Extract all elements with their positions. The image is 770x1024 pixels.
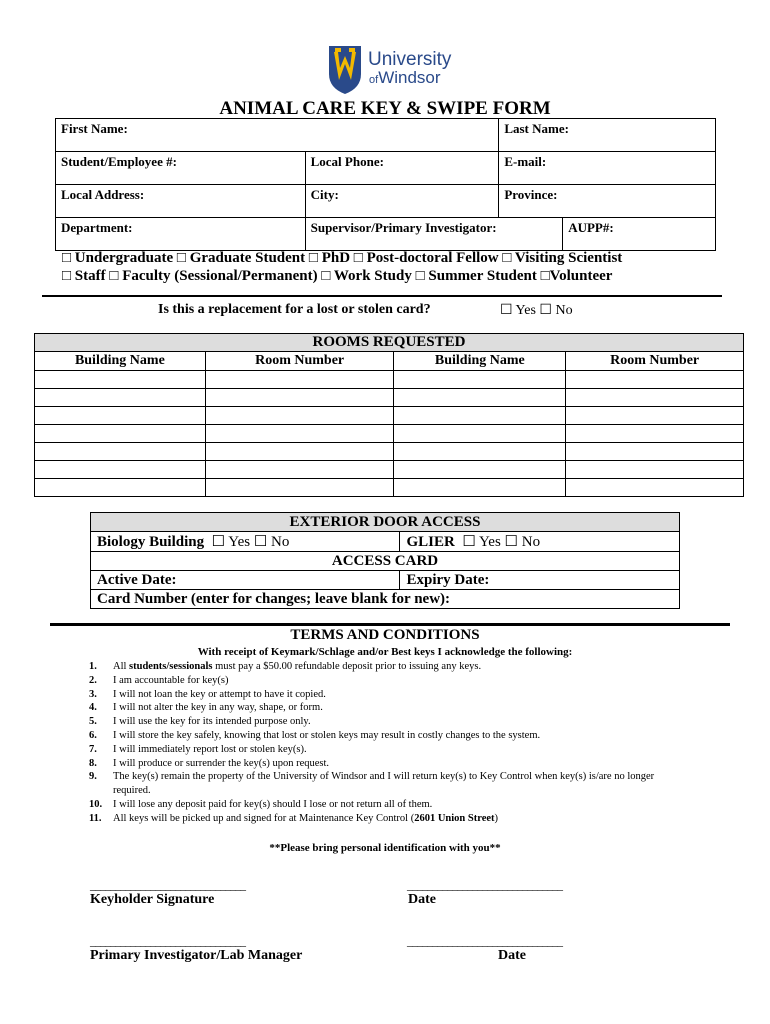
room-cell[interactable]: [35, 443, 206, 461]
table-row: [35, 371, 744, 389]
biology-options[interactable]: ☐ Yes ☐ No: [211, 534, 290, 550]
room-cell[interactable]: [205, 461, 394, 479]
term-number: 4.: [89, 702, 97, 714]
col-building-name-2: Building Name: [394, 352, 566, 371]
biology-building-row: [91, 532, 400, 552]
room-cell[interactable]: [205, 425, 394, 443]
active-date-field[interactable]: Active Date:: [91, 571, 400, 590]
term-text: All keys will be picked up and signed for at Maintenance Key Control (2601 Union Street): [113, 812, 499, 824]
table-row: [35, 479, 744, 497]
room-cell[interactable]: [205, 371, 394, 389]
room-cell[interactable]: [35, 389, 206, 407]
term-item: [89, 715, 669, 729]
logo-line2: ofWindsor: [369, 68, 441, 87]
table-row: [35, 443, 744, 461]
term-item: [89, 701, 669, 715]
term-number: 5.: [89, 716, 97, 728]
term-text: I will store the key safely, knowing that lost or stolen keys may result in costly changes to the system.: [113, 729, 541, 741]
table-row: [35, 461, 744, 479]
term-text: All students/sessionals must pay a $50.00 refundable deposit prior to issuing any keys.: [113, 661, 482, 672]
room-cell[interactable]: [205, 479, 394, 497]
room-cell[interactable]: [35, 461, 206, 479]
room-cell[interactable]: [394, 425, 566, 443]
expiry-date-field[interactable]: Expiry Date:: [400, 571, 680, 590]
term-item: [89, 674, 669, 688]
room-cell[interactable]: [394, 461, 566, 479]
bring-id-note: **Please bring personal identification with you**: [269, 842, 501, 854]
table-row: [35, 389, 744, 407]
room-cell[interactable]: [394, 479, 566, 497]
room-cell[interactable]: [394, 443, 566, 461]
divider: [42, 295, 722, 297]
term-text: I will not loan the key or attempt to have it copied.: [113, 688, 326, 700]
exterior-title: EXTERIOR DOOR ACCESS: [91, 513, 680, 532]
term-item: [89, 729, 669, 743]
term-text: I will not alter the key in any way, shape, or form.: [113, 702, 323, 714]
date-label-1: Date: [408, 892, 436, 907]
term-item: [89, 798, 669, 812]
divider: [50, 623, 730, 626]
term-item: [89, 770, 669, 798]
term-item: [89, 757, 669, 771]
pi-signature-line[interactable]: _______________________________: [90, 934, 245, 948]
term-item: [89, 660, 669, 674]
term-text: I will immediately report lost or stolen key(s).: [113, 743, 307, 755]
exterior-access-table: [90, 512, 680, 609]
term-text: I will produce or surrender the key(s) upon request.: [113, 757, 330, 769]
date-label-2: Date: [498, 948, 526, 963]
local-phone-field[interactable]: Local Phone:: [305, 152, 499, 185]
term-number: 9.: [89, 771, 97, 783]
access-card-title: ACCESS CARD: [91, 552, 680, 571]
room-cell[interactable]: [566, 443, 744, 461]
term-number: 10.: [89, 798, 103, 810]
university-logo-text: [368, 50, 451, 86]
pi-signature-label: Primary Investigator/Lab Manager: [90, 948, 303, 963]
room-cell[interactable]: [35, 425, 206, 443]
room-cell[interactable]: [205, 443, 394, 461]
term-number: 11.: [89, 812, 102, 824]
rooms-requested-table: [34, 333, 744, 497]
department-field[interactable]: Department:: [56, 218, 306, 251]
keyholder-signature-label: Keyholder Signature: [90, 892, 215, 907]
col-room-number-2: Room Number: [566, 352, 744, 371]
local-address-field[interactable]: Local Address:: [56, 185, 306, 218]
province-field[interactable]: Province:: [499, 185, 716, 218]
replacement-question: Is this a replacement for a lost or stolen card?: [158, 302, 431, 317]
keyholder-signature-line[interactable]: _______________________________: [90, 878, 245, 892]
room-cell[interactable]: [394, 371, 566, 389]
personal-info-table: [55, 118, 716, 251]
glier-options[interactable]: ☐ Yes ☐ No: [462, 534, 541, 550]
terms-list: [89, 660, 669, 826]
room-cell[interactable]: [566, 479, 744, 497]
form-title: ANIMAL CARE KEY & SWIPE FORM: [219, 98, 551, 119]
supervisor-field[interactable]: Supervisor/Primary Investigator:: [305, 218, 563, 251]
logo-line1: University: [368, 49, 452, 70]
term-text: The key(s) remain the property of the University of Windsor and I will return key(s) to Key Control when key(s) is/are no longer required.: [113, 771, 655, 797]
category-row-1[interactable]: □ Undergraduate □ Graduate Student □ PhD □ Post-doctoral Fellow □ Visiting Scientist: [62, 250, 623, 266]
last-name-field[interactable]: Last Name:: [499, 119, 716, 152]
term-number: 6.: [89, 729, 97, 741]
room-cell[interactable]: [35, 371, 206, 389]
student-id-field[interactable]: Student/Employee #:: [56, 152, 306, 185]
glier-row: [400, 532, 680, 552]
email-field[interactable]: E-mail:: [499, 152, 716, 185]
terms-intro: With receipt of Keymark/Schlage and/or Best keys I acknowledge the following:: [197, 646, 573, 658]
table-row: [35, 407, 744, 425]
room-cell[interactable]: [35, 407, 206, 425]
term-number: 8.: [89, 757, 97, 769]
date-line-1[interactable]: _______________________________: [407, 878, 562, 892]
rooms-title: ROOMS REQUESTED: [35, 334, 744, 352]
term-item: [89, 688, 669, 702]
term-item: [89, 743, 669, 757]
date-line-2[interactable]: _______________________________: [407, 934, 562, 948]
col-room-number-1: Room Number: [205, 352, 394, 371]
room-cell[interactable]: [394, 389, 566, 407]
term-text: I will use the key for its intended purpose only.: [113, 716, 311, 728]
term-item: [89, 812, 669, 826]
room-cell[interactable]: [566, 425, 744, 443]
term-text: I will lose any deposit paid for key(s) should I lose or not return all of them.: [113, 798, 433, 810]
table-row: [35, 425, 744, 443]
col-building-name-1: Building Name: [35, 352, 206, 371]
room-cell[interactable]: [35, 479, 206, 497]
category-row-2[interactable]: □ Staff □ Faculty (Sessional/Permanent) □ Work Study □ Summer Student □Volunteer: [62, 268, 613, 284]
term-number: 1.: [89, 661, 97, 672]
aupp-field[interactable]: AUPP#:: [563, 218, 716, 251]
term-number: 3.: [89, 688, 97, 700]
replacement-options[interactable]: ☐ Yes ☐ No: [500, 303, 573, 318]
room-cell[interactable]: [566, 407, 744, 425]
card-number-field[interactable]: Card Number (enter for changes; leave blank for new):: [91, 590, 680, 609]
room-cell[interactable]: [394, 407, 566, 425]
first-name-field[interactable]: First Name:: [56, 119, 499, 152]
biology-label: Biology Building: [97, 534, 205, 550]
room-cell[interactable]: [566, 461, 744, 479]
university-shield-logo: [326, 44, 364, 96]
room-cell[interactable]: [566, 371, 744, 389]
term-number: 2.: [89, 674, 97, 686]
term-number: 7.: [89, 743, 97, 755]
room-cell[interactable]: [205, 389, 394, 407]
terms-heading: TERMS AND CONDITIONS: [290, 627, 480, 643]
glier-label: GLIER: [406, 534, 455, 550]
room-cell[interactable]: [566, 389, 744, 407]
term-text: I am accountable for key(s): [113, 674, 229, 686]
city-field[interactable]: City:: [305, 185, 499, 218]
room-cell[interactable]: [205, 407, 394, 425]
